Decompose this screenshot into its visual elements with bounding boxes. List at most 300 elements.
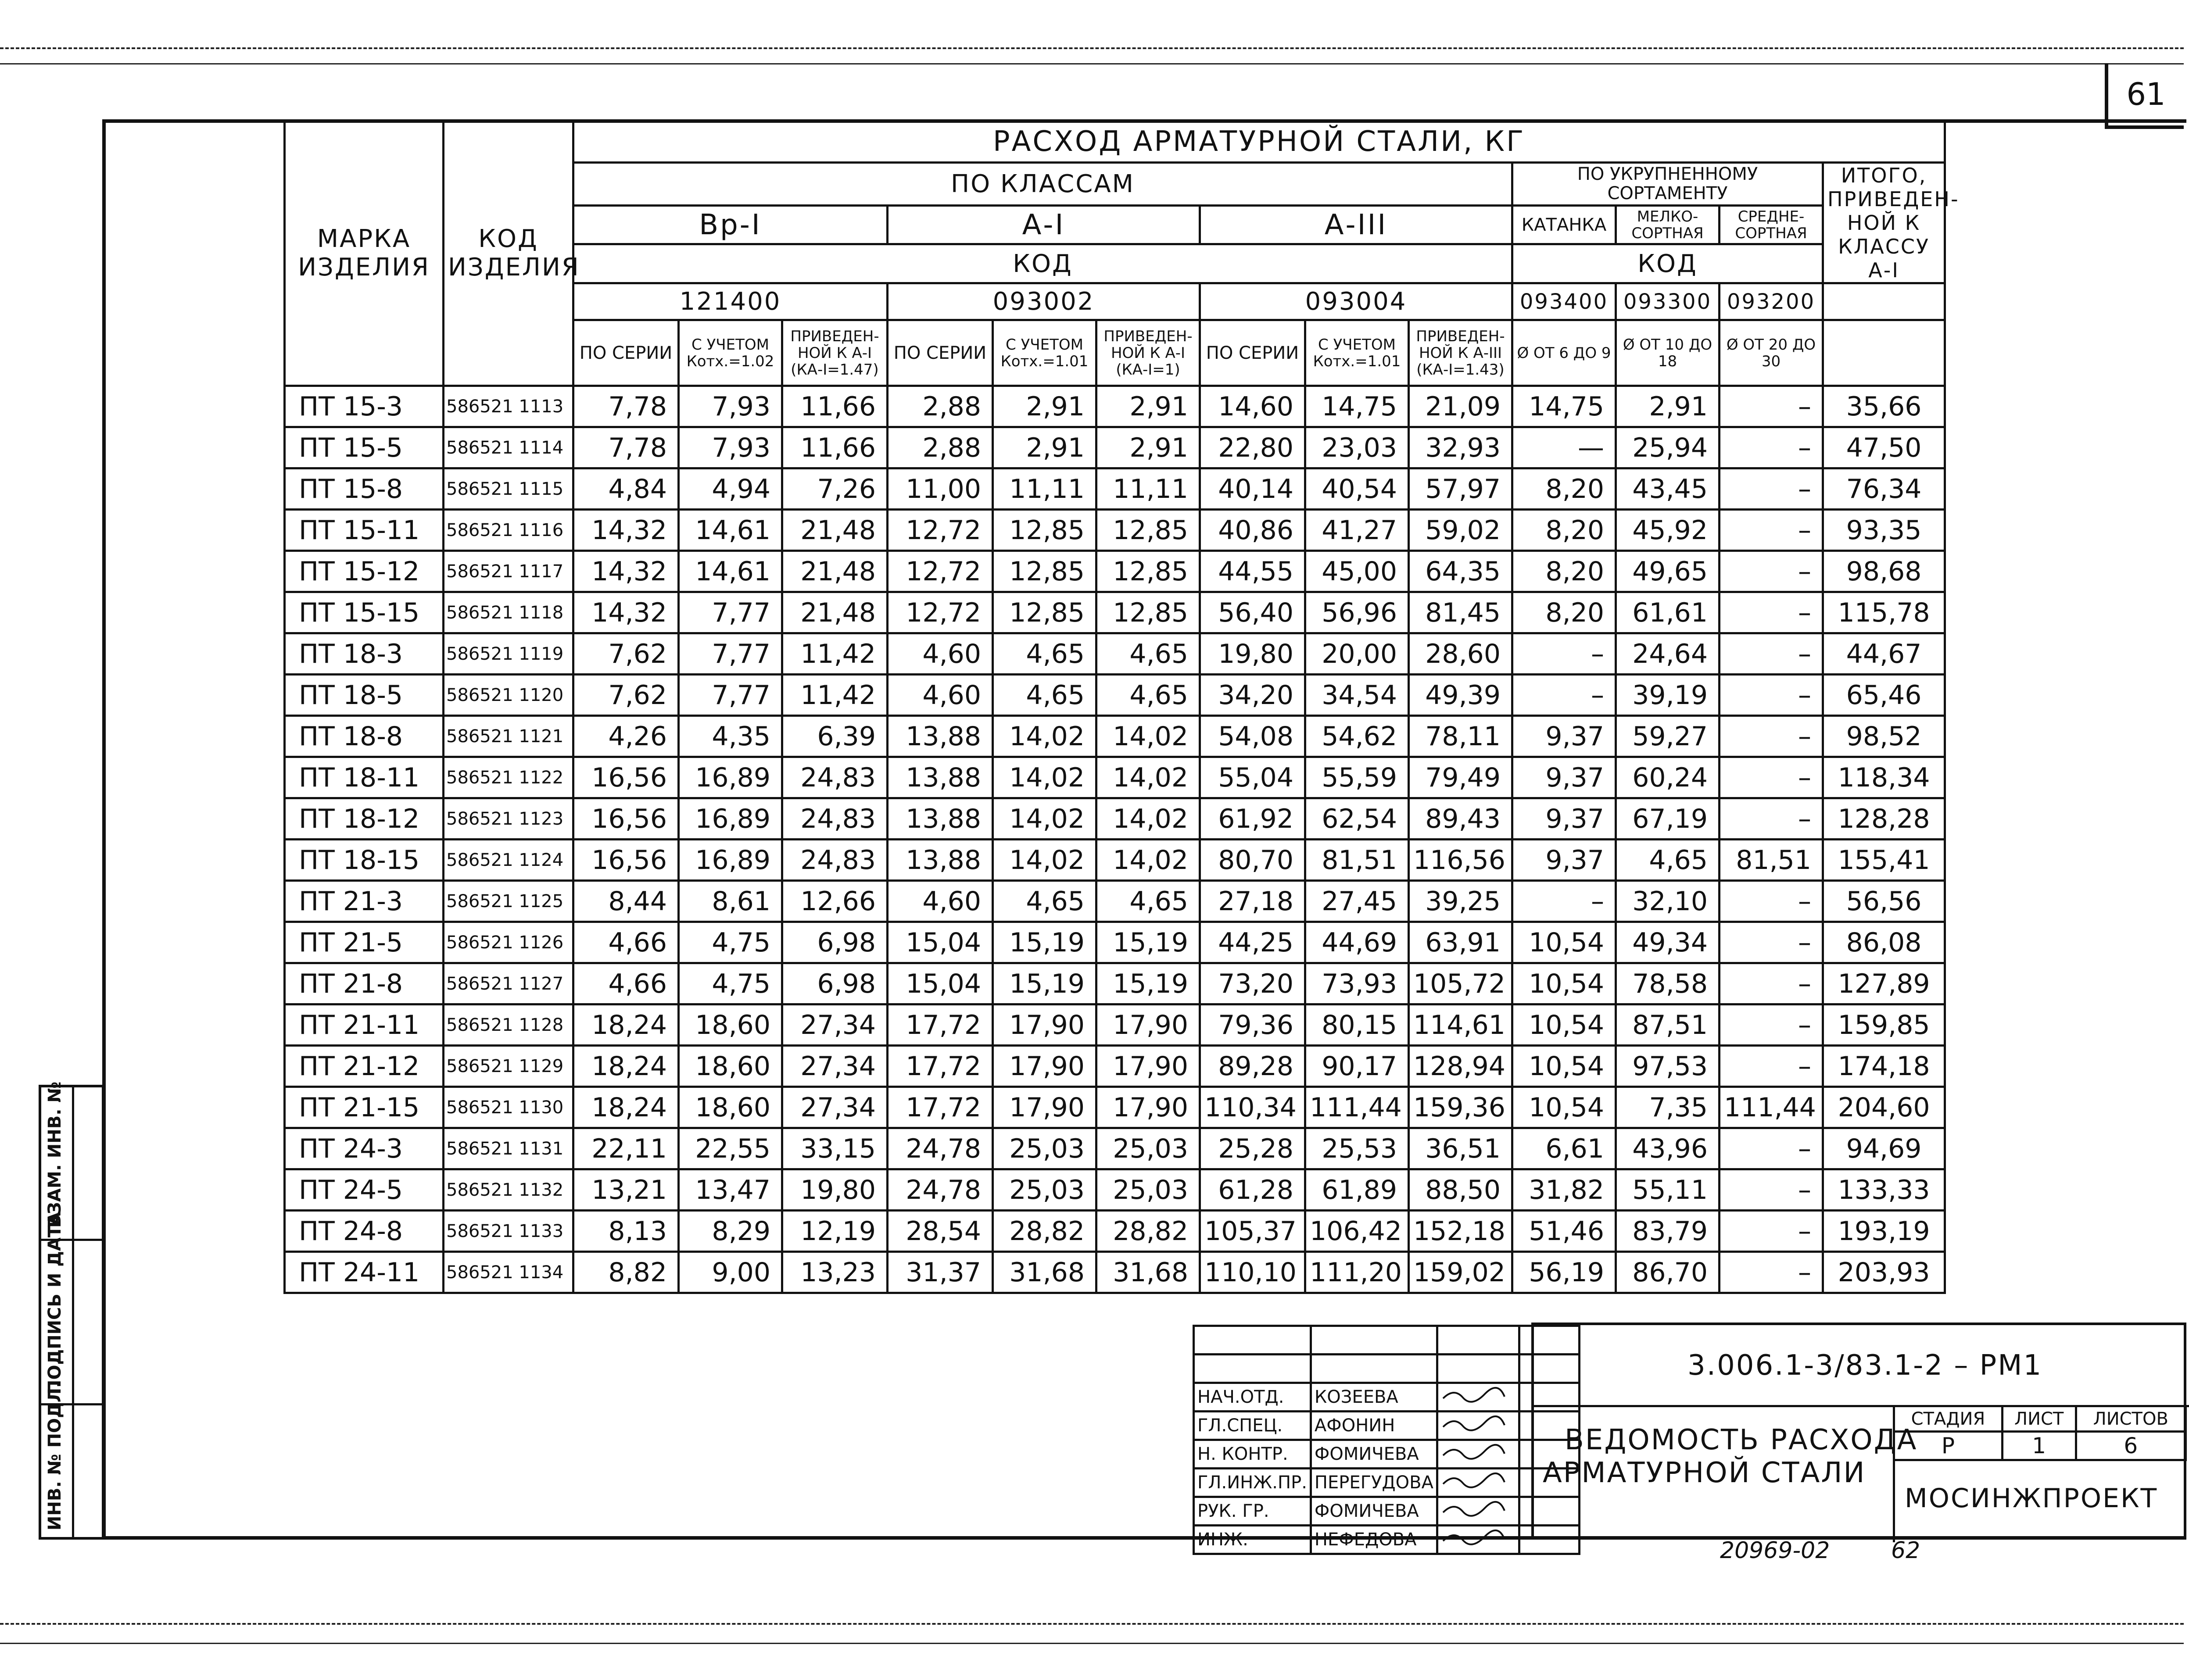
cell-value: 57,97 xyxy=(1409,468,1512,510)
cell-value: – xyxy=(1720,963,1823,1004)
cell-total: 204,60 xyxy=(1823,1087,1945,1128)
cell-value: 61,28 xyxy=(1200,1169,1305,1211)
table-row xyxy=(285,840,1945,881)
cell-total: 128,28 xyxy=(1823,798,1945,840)
cell-value: 13,88 xyxy=(888,716,993,757)
cell-value: 25,28 xyxy=(1200,1128,1305,1169)
cell-value: 7,26 xyxy=(782,468,888,510)
cell-value: 21,09 xyxy=(1409,386,1512,427)
cell-value: 45,92 xyxy=(1616,510,1720,551)
signature-blank-cell xyxy=(1311,1355,1437,1383)
cell-value: 7,93 xyxy=(679,386,782,427)
cell-value: 6,39 xyxy=(782,716,888,757)
signature-blank-cell xyxy=(1194,1355,1311,1383)
cell-value: 16,56 xyxy=(573,757,679,798)
sub-melko-diam: Ø ОТ 10 ДО 18 xyxy=(1616,320,1720,386)
table-row xyxy=(285,675,1945,716)
cell-value: 56,19 xyxy=(1512,1252,1616,1293)
signature-row xyxy=(1194,1497,1580,1526)
cell-code: 586521 1129 xyxy=(444,1046,573,1087)
cell-value: 4,66 xyxy=(573,922,679,963)
cell-value: 2,88 xyxy=(888,386,993,427)
cell-value: 15,19 xyxy=(993,922,1096,963)
cell-value: 25,03 xyxy=(1096,1128,1200,1169)
cell-value: 31,68 xyxy=(993,1252,1096,1293)
cell-value: 54,08 xyxy=(1200,716,1305,757)
cell-total: 193,19 xyxy=(1823,1211,1945,1252)
top-border-line-1 xyxy=(0,47,2184,49)
cell-value: 63,91 xyxy=(1409,922,1512,963)
cell-value: 13,88 xyxy=(888,798,993,840)
cell-value: 114,61 xyxy=(1409,1004,1512,1046)
cell-value: 24,83 xyxy=(782,798,888,840)
cell-value: 39,25 xyxy=(1409,881,1512,922)
cell-value: 9,37 xyxy=(1512,840,1616,881)
signature-table xyxy=(1193,1325,1580,1555)
cell-value: 10,54 xyxy=(1512,963,1616,1004)
cell-value: 49,39 xyxy=(1409,675,1512,716)
cell-value: 12,85 xyxy=(993,510,1096,551)
cell-total: 98,68 xyxy=(1823,551,1945,592)
cell-value: 12,85 xyxy=(993,551,1096,592)
signature-row xyxy=(1194,1412,1580,1440)
cell-value: 110,10 xyxy=(1200,1252,1305,1293)
cell-mark: ПТ 15-8 xyxy=(285,468,444,510)
cell-value: 21,48 xyxy=(782,510,888,551)
cell-value: 2,91 xyxy=(1616,386,1720,427)
cell-value: 159,36 xyxy=(1409,1087,1512,1128)
cell-total: 98,52 xyxy=(1823,716,1945,757)
cell-value: – xyxy=(1720,1004,1823,1046)
cell-value: 87,51 xyxy=(1616,1004,1720,1046)
cell-value: 55,04 xyxy=(1200,757,1305,798)
cell-value: 79,49 xyxy=(1409,757,1512,798)
cell-code: 586521 1127 xyxy=(444,963,573,1004)
cell-value: 10,54 xyxy=(1512,1046,1616,1087)
cell-value: 17,72 xyxy=(888,1004,993,1046)
cell-value: 9,37 xyxy=(1512,798,1616,840)
cell-value: – xyxy=(1512,675,1616,716)
cell-total: 115,78 xyxy=(1823,592,1945,633)
cell-value: – xyxy=(1720,510,1823,551)
cell-value: 59,02 xyxy=(1409,510,1512,551)
cell-value: 7,77 xyxy=(679,633,782,675)
signature-mark xyxy=(1437,1412,1519,1440)
sheet-value: 1 xyxy=(2002,1432,2076,1460)
cell-total: 94,69 xyxy=(1823,1128,1945,1169)
handwritten-signature-icon xyxy=(1441,1471,1507,1490)
cell-value: 14,02 xyxy=(1096,840,1200,881)
cell-value: 28,54 xyxy=(888,1211,993,1252)
cell-value: 4,94 xyxy=(679,468,782,510)
sheets-label: ЛИСТОВ xyxy=(2076,1406,2185,1432)
cell-mark: ПТ 24-3 xyxy=(285,1128,444,1169)
table-row xyxy=(285,1046,1945,1087)
signature-mark xyxy=(1437,1497,1519,1526)
cell-value: 27,45 xyxy=(1305,881,1409,922)
cell-value: 40,86 xyxy=(1200,510,1305,551)
cell-value: 17,90 xyxy=(1096,1004,1200,1046)
cell-value: 14,02 xyxy=(993,757,1096,798)
cell-total: 159,85 xyxy=(1823,1004,1945,1046)
cell-value: 44,25 xyxy=(1200,922,1305,963)
cell-value: 9,00 xyxy=(679,1252,782,1293)
signature-row xyxy=(1194,1383,1580,1412)
cell-value: 43,45 xyxy=(1616,468,1720,510)
signature-mark xyxy=(1437,1440,1519,1469)
cell-code: 586521 1115 xyxy=(444,468,573,510)
cell-value: 2,91 xyxy=(1096,427,1200,468)
cell-value: 7,62 xyxy=(573,675,679,716)
signature-body xyxy=(1194,1326,1580,1554)
cell-mark: ПТ 18-3 xyxy=(285,633,444,675)
cell-code: 586521 1121 xyxy=(444,716,573,757)
bottom-border-line-2 xyxy=(0,1643,2184,1644)
cell-value: 12,19 xyxy=(782,1211,888,1252)
signature-name: ФОМИЧЕВА xyxy=(1311,1440,1437,1469)
cell-total: 47,50 xyxy=(1823,427,1945,468)
cell-total: 174,18 xyxy=(1823,1046,1945,1087)
cell-value: 9,37 xyxy=(1512,716,1616,757)
cell-value: 56,96 xyxy=(1305,592,1409,633)
cell-value: 16,89 xyxy=(679,798,782,840)
cell-value: 21,48 xyxy=(782,551,888,592)
signature-role: Н. КОНТР. xyxy=(1194,1440,1311,1469)
code-melko: 093300 xyxy=(1616,283,1720,320)
cell-code: 586521 1117 xyxy=(444,551,573,592)
archive-number: 20969-02 xyxy=(1720,1537,1830,1564)
cell-value: 12,72 xyxy=(888,551,993,592)
cell-value: 67,19 xyxy=(1616,798,1720,840)
signature-name: НЕФЕДОВА xyxy=(1311,1526,1437,1554)
cell-value: 12,66 xyxy=(782,881,888,922)
cell-value: 23,03 xyxy=(1305,427,1409,468)
cell-value: 7,77 xyxy=(679,592,782,633)
cell-value: 18,24 xyxy=(573,1087,679,1128)
signature-blank-cell xyxy=(1437,1326,1519,1355)
cell-value: 8,44 xyxy=(573,881,679,922)
cell-total: 118,34 xyxy=(1823,757,1945,798)
signature-name: ПЕРЕГУДОВА xyxy=(1311,1469,1437,1497)
cell-value: 11,42 xyxy=(782,675,888,716)
stage-table xyxy=(1893,1405,2187,1461)
table-row xyxy=(285,427,1945,468)
cell-value: 4,26 xyxy=(573,716,679,757)
cell-value: – xyxy=(1720,1211,1823,1252)
signature-role: ГЛ.ИНЖ.ПР. xyxy=(1194,1469,1311,1497)
cell-value: 16,56 xyxy=(573,798,679,840)
cell-value: – xyxy=(1720,675,1823,716)
table-row xyxy=(285,963,1945,1004)
cell-value: 79,36 xyxy=(1200,1004,1305,1046)
cell-mark: ПТ 24-5 xyxy=(285,1169,444,1211)
cell-value: – xyxy=(1720,798,1823,840)
cell-total: 65,46 xyxy=(1823,675,1945,716)
title-block xyxy=(1531,1323,2186,1540)
cell-value: 2,91 xyxy=(993,427,1096,468)
cell-value: 116,56 xyxy=(1409,840,1512,881)
cell-value: 12,85 xyxy=(1096,510,1200,551)
total-blank xyxy=(1823,283,1945,320)
cell-mark: ПТ 21-3 xyxy=(285,881,444,922)
cell-value: 64,35 xyxy=(1409,551,1512,592)
cell-value: 27,34 xyxy=(782,1046,888,1087)
cell-mark: ПТ 15-11 xyxy=(285,510,444,551)
cell-value: 78,58 xyxy=(1616,963,1720,1004)
handwritten-signature-icon xyxy=(1441,1442,1507,1462)
sheet-number: 61 xyxy=(2105,63,2184,129)
cell-value: 31,82 xyxy=(1512,1169,1616,1211)
cell-value: 6,98 xyxy=(782,963,888,1004)
table-row xyxy=(285,386,1945,427)
cell-value: 31,68 xyxy=(1096,1252,1200,1293)
cell-value: 34,20 xyxy=(1200,675,1305,716)
cell-value: 4,65 xyxy=(1616,840,1720,881)
footer-page: 62 xyxy=(1891,1537,1920,1564)
code-label-classes: КОД xyxy=(573,244,1512,283)
cell-value: 17,72 xyxy=(888,1046,993,1087)
col-header-code: КОД ИЗДЕЛИЯ xyxy=(444,121,573,386)
cell-value: 25,03 xyxy=(1096,1169,1200,1211)
cell-value: 60,24 xyxy=(1616,757,1720,798)
cell-value: 16,89 xyxy=(679,840,782,881)
table-row xyxy=(285,1211,1945,1252)
cell-value: 12,72 xyxy=(888,592,993,633)
cell-value: 81,51 xyxy=(1305,840,1409,881)
table-row xyxy=(285,468,1945,510)
cell-value: 34,54 xyxy=(1305,675,1409,716)
stage-label: СТАДИЯ xyxy=(1894,1406,2003,1432)
cell-value: 28,82 xyxy=(993,1211,1096,1252)
cell-value: 4,75 xyxy=(679,922,782,963)
organization-name: МОСИНЖПРОЕКТ xyxy=(1905,1483,2158,1514)
side-stamp xyxy=(39,1081,104,1540)
cell-value: 14,61 xyxy=(679,510,782,551)
cell-value: 7,62 xyxy=(573,633,679,675)
sub-vr-reduced: ПРИВЕДЕН-НОЙ К А-I (КА-I=1.47) xyxy=(782,320,888,386)
cell-value: 4,84 xyxy=(573,468,679,510)
code-vr: 121400 xyxy=(573,283,888,320)
signature-blank-row xyxy=(1194,1355,1580,1383)
code-sredne: 093200 xyxy=(1720,283,1823,320)
table-row xyxy=(285,881,1945,922)
cell-value: 9,37 xyxy=(1512,757,1616,798)
code-label-assortment: КОД xyxy=(1512,244,1823,283)
cell-value: 25,94 xyxy=(1616,427,1720,468)
cell-value: 28,60 xyxy=(1409,633,1512,675)
cell-value: 12,72 xyxy=(888,510,993,551)
cell-value: 14,02 xyxy=(1096,716,1200,757)
class-vr: Вр-I xyxy=(573,205,888,244)
cell-code: 586521 1114 xyxy=(444,427,573,468)
cell-value: 10,54 xyxy=(1512,1087,1616,1128)
cell-value: 14,61 xyxy=(679,551,782,592)
cell-value: 59,27 xyxy=(1616,716,1720,757)
table-row xyxy=(285,716,1945,757)
cell-mark: ПТ 15-12 xyxy=(285,551,444,592)
table-row xyxy=(285,1128,1945,1169)
cell-value: 111,44 xyxy=(1720,1087,1823,1128)
cell-value: 31,37 xyxy=(888,1252,993,1293)
cell-value: 15,04 xyxy=(888,922,993,963)
cell-value: 17,90 xyxy=(1096,1087,1200,1128)
cell-value: 28,82 xyxy=(1096,1211,1200,1252)
signature-name: АФОНИН xyxy=(1311,1412,1437,1440)
cell-value: 15,19 xyxy=(1096,922,1200,963)
cell-value: 2,91 xyxy=(993,386,1096,427)
cell-code: 586521 1122 xyxy=(444,757,573,798)
cell-value: 27,34 xyxy=(782,1087,888,1128)
cell-value: – xyxy=(1720,1252,1823,1293)
cell-total: 86,08 xyxy=(1823,922,1945,963)
handwritten-signature-icon xyxy=(1441,1528,1507,1547)
table-row xyxy=(285,510,1945,551)
cell-value: – xyxy=(1720,592,1823,633)
cell-value: 14,75 xyxy=(1305,386,1409,427)
cell-total: 44,67 xyxy=(1823,633,1945,675)
cell-code: 586521 1131 xyxy=(444,1128,573,1169)
cell-code: 586521 1118 xyxy=(444,592,573,633)
cell-value: 6,98 xyxy=(782,922,888,963)
cell-value: – xyxy=(1720,922,1823,963)
bottom-border-line-1 xyxy=(0,1623,2184,1625)
top-border-line-2 xyxy=(0,63,2184,64)
signature-blank-cell xyxy=(1437,1355,1519,1383)
cell-value: 25,03 xyxy=(993,1169,1096,1211)
table-row xyxy=(285,798,1945,840)
cell-value: 44,55 xyxy=(1200,551,1305,592)
katanka-label: КАТАНКА xyxy=(1512,205,1616,244)
cell-value: 19,80 xyxy=(782,1169,888,1211)
table-row xyxy=(285,1169,1945,1211)
cell-mark: ПТ 18-15 xyxy=(285,840,444,881)
cell-value: 20,00 xyxy=(1305,633,1409,675)
cell-value: 4,35 xyxy=(679,716,782,757)
cell-value: 17,72 xyxy=(888,1087,993,1128)
stage-value: Р xyxy=(1894,1432,2003,1460)
signature-role: ГЛ.СПЕЦ. xyxy=(1194,1412,1311,1440)
sub-sredne-diam: Ø ОТ 20 ДО 30 xyxy=(1720,320,1823,386)
cell-value: 2,88 xyxy=(888,427,993,468)
cell-value: 17,90 xyxy=(993,1087,1096,1128)
cell-value: 40,14 xyxy=(1200,468,1305,510)
cell-value: 14,32 xyxy=(573,510,679,551)
cell-value: 24,83 xyxy=(782,840,888,881)
table-row xyxy=(285,551,1945,592)
cell-value: 32,10 xyxy=(1616,881,1720,922)
side-stamp-divider-v xyxy=(72,1087,74,1539)
cell-value: 43,96 xyxy=(1616,1128,1720,1169)
cell-value: 11,11 xyxy=(993,468,1096,510)
cell-value: 8,20 xyxy=(1512,468,1616,510)
cell-value: 105,72 xyxy=(1409,963,1512,1004)
cell-value: 89,28 xyxy=(1200,1046,1305,1087)
cell-value: 81,45 xyxy=(1409,592,1512,633)
cell-value: 89,43 xyxy=(1409,798,1512,840)
cell-mark: ПТ 18-5 xyxy=(285,675,444,716)
cell-value: 110,34 xyxy=(1200,1087,1305,1128)
signature-name: КОЗЕЕВА xyxy=(1311,1383,1437,1412)
cell-code: 586521 1113 xyxy=(444,386,573,427)
signature-blank-cell xyxy=(1311,1326,1437,1355)
cell-mark: ПТ 24-8 xyxy=(285,1211,444,1252)
cell-value: 16,89 xyxy=(679,757,782,798)
cell-value: 8,61 xyxy=(679,881,782,922)
cell-value: – xyxy=(1720,881,1823,922)
cell-mark: ПТ 18-11 xyxy=(285,757,444,798)
cell-code: 586521 1134 xyxy=(444,1252,573,1293)
cell-mark: ПТ 15-15 xyxy=(285,592,444,633)
cell-code: 586521 1123 xyxy=(444,798,573,840)
signature-blank-cell xyxy=(1194,1326,1311,1355)
cell-value: 4,60 xyxy=(888,633,993,675)
cell-value: 12,85 xyxy=(1096,551,1200,592)
signature-mark xyxy=(1437,1526,1519,1554)
cell-value: 14,02 xyxy=(1096,798,1200,840)
table-body xyxy=(285,386,1945,1293)
cell-code: 586521 1133 xyxy=(444,1211,573,1252)
cell-code: 586521 1116 xyxy=(444,510,573,551)
cell-value: 11,66 xyxy=(782,427,888,468)
cell-value: 49,65 xyxy=(1616,551,1720,592)
cell-value: 17,90 xyxy=(1096,1046,1200,1087)
group-by-classes: ПО КЛАССАМ xyxy=(573,163,1512,206)
cell-value: 18,24 xyxy=(573,1046,679,1087)
cell-value: 18,24 xyxy=(573,1004,679,1046)
cell-value: 4,65 xyxy=(993,881,1096,922)
table-row xyxy=(285,757,1945,798)
handwritten-signature-icon xyxy=(1441,1499,1507,1519)
sub-a3-reduced: ПРИВЕДЕН-НОЙ К А-III (КА-I=1.43) xyxy=(1409,320,1512,386)
sub-vr-series: ПО СЕРИИ xyxy=(573,320,679,386)
cell-value: 106,42 xyxy=(1305,1211,1409,1252)
cell-value: 13,88 xyxy=(888,840,993,881)
col-header-mark: МАРКА ИЗДЕЛИЯ xyxy=(285,121,444,386)
group-by-assortment: ПО УКРУПНЕННОМУ СОРТАМЕНТУ xyxy=(1512,163,1823,206)
cell-value: 88,50 xyxy=(1409,1169,1512,1211)
cell-value: 73,93 xyxy=(1305,963,1409,1004)
cell-value: 14,02 xyxy=(993,840,1096,881)
cell-value: 13,47 xyxy=(679,1169,782,1211)
sub-vr-coef: С УЧЕТОМ Котх.=1.02 xyxy=(679,320,782,386)
cell-value: 39,19 xyxy=(1616,675,1720,716)
sheet-label: ЛИСТ xyxy=(2002,1406,2076,1432)
handwritten-signature-icon xyxy=(1441,1414,1507,1433)
cell-value: 111,44 xyxy=(1305,1087,1409,1128)
cell-value: 11,42 xyxy=(782,633,888,675)
cell-value: – xyxy=(1720,633,1823,675)
cell-value: 4,65 xyxy=(993,633,1096,675)
cell-mark: ПТ 21-8 xyxy=(285,963,444,1004)
melko-label: МЕЛКО-СОРТНАЯ xyxy=(1616,205,1720,244)
sub-a1-coef: С УЧЕТОМ Котх.=1.01 xyxy=(993,320,1096,386)
cell-value: 4,75 xyxy=(679,963,782,1004)
cell-value: 15,19 xyxy=(993,963,1096,1004)
cell-value: – xyxy=(1512,881,1616,922)
cell-value: 36,51 xyxy=(1409,1128,1512,1169)
cell-value: – xyxy=(1720,551,1823,592)
cell-value: 2,91 xyxy=(1096,386,1200,427)
cell-value: 8,20 xyxy=(1512,510,1616,551)
cell-value: 14,02 xyxy=(1096,757,1200,798)
code-a3: 093004 xyxy=(1200,283,1512,320)
cell-value: 80,70 xyxy=(1200,840,1305,881)
signature-row xyxy=(1194,1526,1580,1554)
class-a3: А-III xyxy=(1200,205,1512,244)
cell-value: 111,20 xyxy=(1305,1252,1409,1293)
document-title-line-2: АРМАТУРНОЙ СТАЛИ xyxy=(1543,1457,1866,1489)
cell-value: 12,85 xyxy=(993,592,1096,633)
